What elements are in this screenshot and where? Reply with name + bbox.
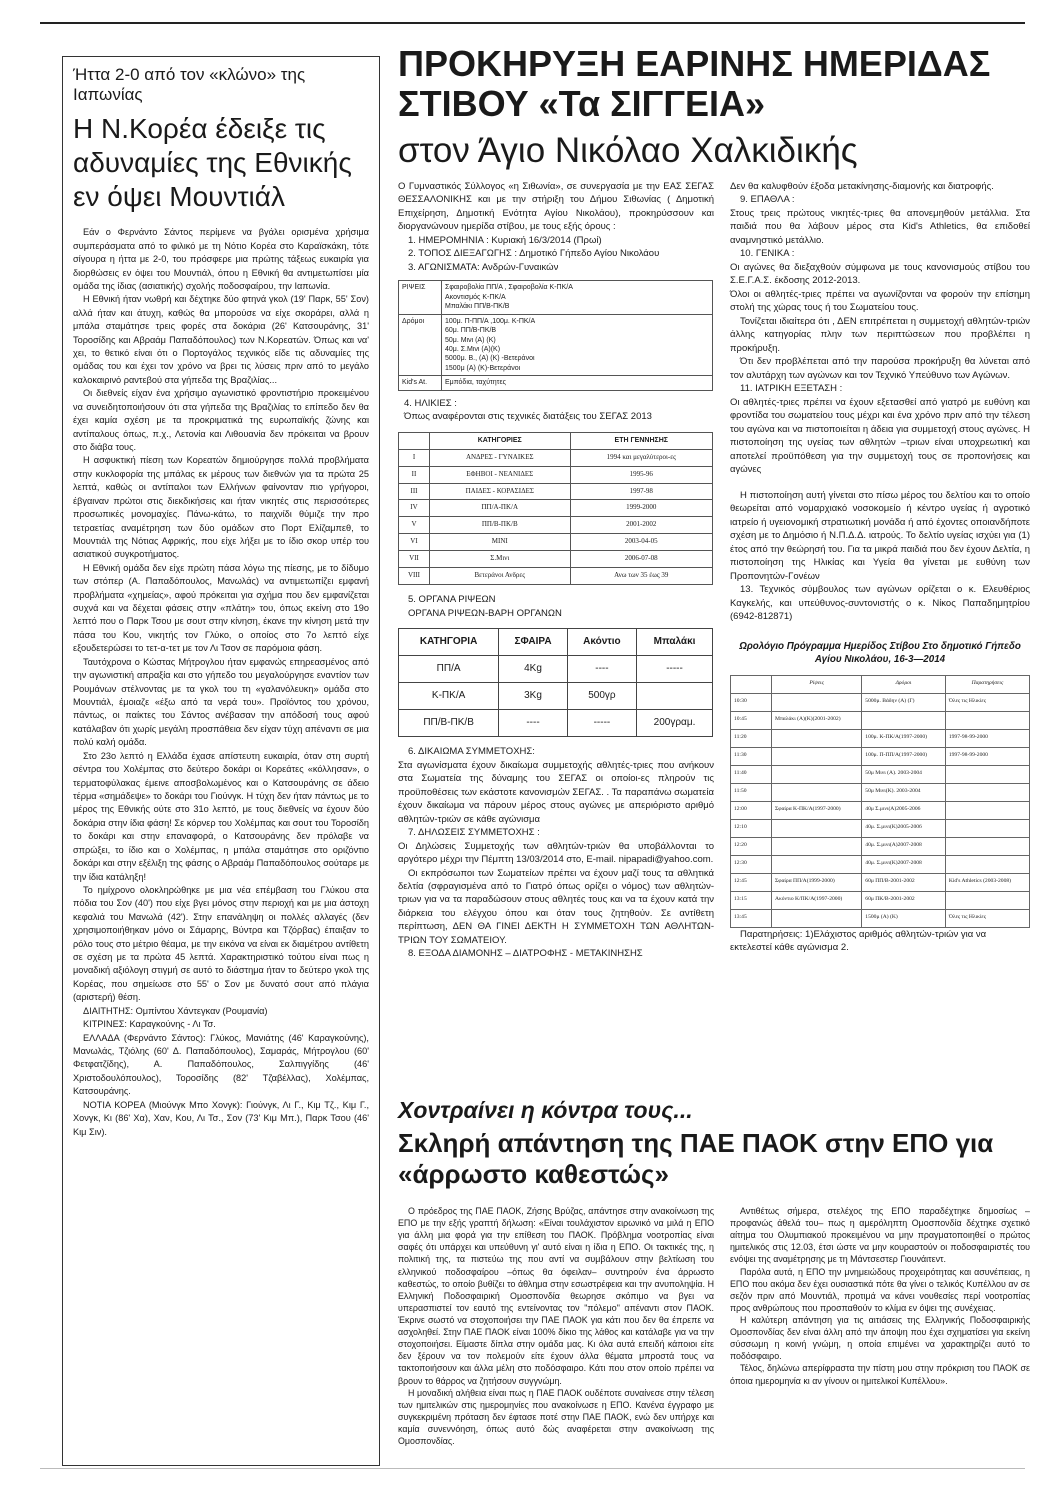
header-cell [399, 432, 430, 449]
bottom-article-col1 [398, 1205, 714, 1447]
expenses-text: Δεν θα καλυφθούν έξοδα μετακίνησης-διαμονής και διατροφής. [730, 181, 994, 192]
sched-time: 13:15 [731, 891, 772, 909]
left-paragraph: Το ημίχρονο ολοκληρώθηκε με μια νέα επέμβαση του Γλύκου στα πόδια του Σον (40') που είχε βγει μόνος στην περιοχή και με μια άστοχη κεφαλιά του Μανωλά (42'). Στην επανάληψη οι πολλές αλλαγές (δεν χρησιμοποιήθηκαν μόνο οι Σάμαρης, Βύντρα και Τζόρβας) έπαιξαν το ρόλο τους στο μέτριο θέαμα, με την εικόνα να είναι εκ διαμέτρου αντίθετη σε σχέση με τα πρώτα 45 λεπτά. Χαρακτηριστικό τούτου είναι πως η μοναδική αξιόλογη στιγμή σε αυτό το διάστημα ήταν το δεύτερο γκολ της Κορέας, που σημείωσε στο 55' ο Σον με δυνατό σουτ από πλάγια (αριστερή) θέση. [73, 884, 369, 1003]
left-paragraph: Ταυτόχρονα ο Κώστας Μήτρογλου ήταν εμφανώς επηρεασμένος από την αγωνιστική απραξία και στο γήπεδο του μεγαλούργησε εναντίον των Ρουμάνων στέλνοντας με τα γκολ του τη «γαλανόλευκη» ομάδα στο Μουντιάλ, έμοιαζε «έξω από τα νερά του». Προϊόντος του χρόνου, πάντως, οι παίκτες του Σάντος ανέβασαν την απόδοσή τους αφού κατάλαβαν ότι χωρίς μεγάλη προσπάθεια δεν είχαν τύχη απέναντι σε μια πολύ καλή ομάδα. [73, 656, 369, 748]
header-cell: Δρόμοι [862, 675, 946, 693]
item-general-text3: Τονίζεται ιδιαίτερα ότι , ΔΕΝ επιτρέπεται η συμμετοχή αθλητών-τριών άλλης κατηγορίας πλην των περιπτώσεων που προβλέπει η προκήρυξη. [730, 315, 1030, 354]
sched-cell: Όλες τις Ηλικίες [945, 693, 1029, 711]
sched-cell [772, 783, 862, 801]
item-medical-text: Οι αθλητές-τριες πρέπει να έχουν εξετασθεί από γιατρό με ευθύνη και φροντίδα του σωματείου τους μέχρι και ένα χρόνο πριν από την τέλεση του αγώνα και να πιστοποιείται η άδεια για συμμετοχή στους αγώνες. Η πιστοποίηση της υγείας των αθλητών –τριων είναι υποχρεωτική και αποτελεί προϋπόθεση για την συμμετοχή τους σε προπονήσεις και αγώνες [730, 396, 1030, 476]
sched-cell: 40μ Σ.μινι(Α)2005-2006 [862, 801, 946, 819]
table-row [399, 281, 713, 314]
main-headline [398, 44, 1038, 123]
referee-line: ΔΙΑΙΤΗΤΗΣ: Ομπίντου Χάντεγκαν (Ρουμανία) [83, 1005, 268, 1016]
sched-cell [772, 855, 862, 873]
birth-years: 1995-96 [570, 466, 712, 483]
age-category: ΠΠ/Α-ΠΚ/Α [430, 500, 571, 517]
main-headline-line3: στον Άγιο Νικόλαο Χαλκιδικής [398, 131, 858, 170]
left-paragraph: Στο 23ο λεπτό η Ελλάδα έχασε απίστευτη ευκαιρία, όταν στη συρτή σέντρα του Χολέμπας στο δεύτερο δοκάρι οι Κορεάτες «κόλλησαν», ο τερματοφύλακας έμεινε αποσβολωμένος και ο Κατσουράνης σε άδειο τέρμα «σημάδεψε» το δοκάρι του Γιούνγκ. Η τύχη δεν ήταν πάντως με το μέρος της Εθνικής ούτε στο 31ο λεπτό, με τους διεθνείς να έχουν δύο δοκάρια στην ίδια φάση! Σε κόρνερ του Χολέμπας και σουτ του Τοροσίδη το δοκάρι και στην επαναφορά, ο Κατσουράνης δεν πρόλαβε να σπρώξει, το ίδιο και ο Χολέμπας, η μπάλα σταμάτησε στο οριζόντιο δοκάρι και στην εξέλιξη της φάσης ο Αβραάμ Παπαδόπουλος σούταρε με την ίδια κατάληξη! [73, 750, 369, 882]
sched-cell: 60μ ΠΠ/Β-2001-2002 [862, 873, 946, 891]
sched-cell: Ακόντιο Κ/ΠΚ/Α(1997-2000) [772, 891, 862, 909]
sched-cell: 40μ. Σ.μινι(Α)2007-2008 [862, 837, 946, 855]
age-category: Σ.Μινι [430, 551, 571, 568]
table-header-row [399, 432, 713, 449]
header-cell: ΕΤΗ ΓΕΝΝΗΣΗΣ [570, 432, 712, 449]
left-paragraph: Οι διεθνείς είχαν ένα χρήσιμο αγωνιστικό φροντιστήριο προκειμένου να συνειδητοποιήσουν ότι στα γήπεδα της Βραζιλίας το επίπεδο δεν θα έχει καμία σχέση με τα προκριματικά της ευρωπαϊκής ζώνης και αντίπαλους όπως, π.χ., Λετονία και Λιθουανία δεν πρόκειται να βρουν στο διάβα τους. [73, 388, 369, 452]
age-category: Βετεράνοι Ανδρες [430, 568, 571, 585]
equip-cell: 4Kg [499, 656, 568, 683]
sched-cell: Όλες τις Ηλικίες [945, 909, 1029, 927]
sched-cell [772, 837, 862, 855]
greece-lineup: ΕΛΛΑΔΑ (Φερνάντο Σάντος): Γλύκος, Μανιάτης (46' Καραγκούνης), Μανωλάς, Τζιόλης (60' Δ. Παπαδόπουλος), Σαμαράς, Μήτρογλου (60' Φετφατζίδης), Α. Παπαδόπουλος, Σαλπιγγίδης (46' Χριστοδουλόπουλος), Τοροσίδης (82' Τζαβέλλας), Χολέμπας, Κατσουράνης. [73, 1032, 369, 1097]
row-number: VIII [399, 568, 430, 585]
equip-cell: ---- [567, 656, 636, 683]
equip-cell: ----- [567, 710, 636, 737]
table-row [399, 656, 713, 683]
table-row [731, 801, 1030, 819]
table-row [731, 747, 1030, 765]
event-line: Σφαιροβολία ΠΠ/Α , Σφαιροβολία Κ-ΠΚ/Α [445, 284, 573, 292]
events-table [398, 280, 713, 390]
header-cell: Ακόντιο [567, 629, 636, 656]
equip-cell: ----- [637, 656, 713, 683]
item-throws: 5. ΟΡΓΑΝΑ ΡΙΨΕΩΝ [408, 594, 496, 606]
item-venue: 2. ΤΟΠΟΣ ΔΙΕΞΑΓΩΓΗΣ : Δημοτικό Γήπεδο Αγίου Νικολάου [408, 248, 660, 260]
row-number: I [399, 449, 430, 466]
item-general-text4: Ότι δεν προβλέπεται από την παρούσα προκήρυξη θα λύνεται από τον αλυτάρχη των αγώνων και τον Τεχνικό Υπεύθυνο των Αγώνων. [730, 356, 1030, 381]
sched-cell [862, 711, 946, 729]
sched-cell: 100μ. Π-ΠΠ/Α(1997-2000) [862, 747, 946, 765]
table-row [731, 765, 1030, 783]
event-category: ΡΙΨΕΙΣ [399, 281, 442, 314]
sched-time: 10:30 [731, 693, 772, 711]
sched-cell [772, 747, 862, 765]
sched-time: 13:45 [731, 909, 772, 927]
sched-cell [772, 819, 862, 837]
intro-paragraph: Ο Γυμναστικός Σύλλογος «η Σιθωνία», σε συνεργασία με την ΕΑΣ ΣΕΓΑΣ ΘΕΣΣΑΛΟΝΙΚΗΣ και με την στήριξη του Δήμου Σιθωνίας ( Δημοτική Επιχείρηση, Δημοτική Ενότητα Αγίου Νικολάου), προκηρύσσουν και διοργανώνουν ημερίδα στίβου, με τους εξής όρους : [398, 181, 714, 233]
item-eligibility-text: Στα αγωνίσματα έχουν δικαίωμα συμμετοχής αθλητές-τριες που ανήκουν στα Σωματεία της δύναμης του ΣΕΓΑΣ οι οποίοι-ες πληρούν τις προϋποθέσεις των εκάστοτε κανονισμών ΣΕΓΑΣ. . Τα παραπάνω σωματεία έχουν δικαίωμα να πάρουν μέρος στους αγώνες με απεριόριστο αριθμό αθλητών-τριών σε κάθε αγώνισμα [398, 759, 714, 825]
item-general-text2: Όλοι οι αθλητές-τριες πρέπει να αγωνίζονται να φορούν την επίσημη στολή της χώρας τους ή του Σωματείου τους. [730, 288, 1030, 314]
left-paragraph: Εάν ο Φερνάντο Σάντος περίμενε να βγάλει ορισμένα χρήσιμα συμπεράσματα από το φιλικό με τη Νότιο Κορέα στο Καραϊσκάκη, τότε σίγουρα η ήττα με 2-0, του πρόσφερε μια πρώτης τάξεως ευκαιρία για διορθώσεις εν όψει του Μουντιάλ, όπου η Εθνική θα αντιμετωπίσει μία ομάδα της ίδιας (ασιατικής) σχολής ποδοσφαίρου, την Ιαπωνία. [73, 227, 369, 291]
header-cell: Παρατηρήσεις [945, 675, 1029, 693]
sched-cell: 50μ Μινι(Κ). 2003-2004 [862, 783, 946, 801]
sched-cell: Kid's Athletics (2003-2008) [945, 873, 1029, 891]
table-row [399, 483, 713, 500]
sched-cell: 1500μ (Α) (Κ) [862, 909, 946, 927]
main-headline-line2: ΣΤΙΒΟΥ «Τα ΣΙΓΓΕΙΑ» [398, 82, 765, 124]
left-paragraph: Η ασφυκτική πίεση των Κορεατών δημιούργησε πολλά προβλήματα στην κυκλοφορία της μπάλας εκ μέρους των διεθνών για τα πρώτα 25 λεπτά, καθώς οι αντίπαλοι των Ελλήνων φαίνονταν πιο γρήγοροι, έβγαιναν πρώτοι στις διεκδικήσεις και ήταν νικητές στις περισσότερες προσωπικές μονομαχίες. Πάνω-κάτω, το παιχνίδι θύμιζε την προ τετραετίας αναμέτρηση των δύο ομάδων στο Πορτ Ελίζαμπεθ, το Μουντιάλ της Νότιας Αφρικής, που είχε λήξει με το ίδιο σκορ υπέρ του ασιατικού συγκροτήματος. [73, 455, 369, 560]
row-number: VII [399, 551, 430, 568]
birth-years: 2003-04-05 [570, 534, 712, 551]
top-rule [40, 22, 1025, 24]
table-row [399, 449, 713, 466]
sched-time: 12:20 [731, 837, 772, 855]
sched-time: 12:45 [731, 873, 772, 891]
yellow-cards-line: ΚΙΤΡΙΝΕΣ: Καραγκούνης - Λι Τσ. [83, 1019, 216, 1030]
row-number: IV [399, 500, 430, 517]
event-category: Δρόμοι [399, 314, 442, 376]
schedule-table [730, 675, 1030, 928]
equip-cell: 200γραμ. [637, 710, 713, 737]
left-article-title: Η Ν.Κορέα έδειξε τις αδυναμίες της Εθνικής εν όψει Μουντιάλ [73, 112, 352, 213]
main-article-col2 [730, 180, 1030, 955]
item-expenses: 8. ΕΞΟΔΑ ΔΙΑΜΟΝΗΣ – ΔΙΑΤΡΟΦΗΣ - ΜΕΤΑΚΙΝΗΣΗΣ [408, 948, 643, 960]
age-category: ΑΝΔΡΕΣ - ΓΥΝΑΙΚΕΣ [430, 449, 571, 466]
sched-cell: 50μ Μινι (Α). 2003-2004 [862, 765, 946, 783]
table-row [399, 710, 713, 737]
main-headline-line1: ΠΡΟΚΗΡΥΞΗ ΕΑΡΙΝΗΣ ΗΜΕΡΙΔΑΣ [398, 43, 991, 84]
bottom-paragraph: Παρόλα αυτά, η ΕΠΟ την μνημειώδους προχειρότητας και ασυνέπειας, η ΕΠΟ που ακόμα δεν έχει ουσιαστικά πότε θα γίνει ο τελικός Κυπέλλου αν σε σεζόν πριν από Μουντιάλ, προτιμά να κάνει νουθεσίες περί νοοτροπίας προς ανθρώπους που προσπαθούν το κλίμα εν όψει της συνέχειας. [730, 1266, 1030, 1313]
sched-time: 12:00 [731, 801, 772, 819]
schedule-title: Ωρολόγιο Πρόγραμμα Ημερίδος Στίβου Στο δημοτικό Γήπεδο Αγίου Νικολάου, 16-3—2014 [739, 640, 1021, 666]
sched-cell: 60μ ΠΚ/Β-2001-2002 [862, 891, 946, 909]
event-line: Ακοντισμός Κ-ΠΚ/Α [445, 293, 506, 301]
sched-cell: Μπαλάκι (Α)(Κ)(2001-2002) [772, 711, 862, 729]
table-row [731, 873, 1030, 891]
table-row [399, 517, 713, 534]
table-row [399, 314, 713, 376]
bottom-article-kicker: Χοντραίνει η κόντρα τους... [398, 1097, 693, 1123]
table-row [399, 534, 713, 551]
sched-time: 11:20 [731, 729, 772, 747]
equip-cell: ΠΠ/Α [399, 656, 499, 683]
table-row [399, 683, 713, 710]
table-row [399, 551, 713, 568]
table-row [731, 837, 1030, 855]
table-row [399, 376, 713, 390]
event-desc [442, 281, 713, 314]
age-category: ΠΠ/Β-ΠΚ/Β [430, 517, 571, 534]
item-entries-text2: Οι εκπρόσωποι των Σωματείων πρέπει να έχουν μαζί τους τα αθλητικά δελτία (σφραγισμένα από το Γιατρό όπως ορίζει ο νόμος) των αθλητών-τριων για να τα παραδώσουν στους αθλητές τους και να τα έχουν κατά την διάρκεια του ελέγχου όπου και όταν τους ζητηθούν. Σε αντίθετη περίπτωση, ΔΕΝ ΘΑ ΓΙΝΕΙ ΔΕΚΤΗ Η ΣΥΜΜΕΤΟΧΗ ΤΩΝ ΑΘΛΗΤΩΝ-ΤΡΙΩΝ ΤΟΥ ΣΩΜΑΤΕΙΟΥ. [398, 867, 714, 946]
header-cell [731, 675, 772, 693]
item-entries: 7. ΔΗΛΩΣΕΙΣ ΣΥΜΜΕΤΟΧΗΣ : [408, 827, 540, 839]
equip-cell: Κ-ΠΚ/Α [399, 683, 499, 710]
event-line: 5000μ. Β., (Α) (Κ) -Βετεράνοι [445, 355, 535, 363]
header-cell: Ρίψεις [772, 675, 862, 693]
sched-time: 11:40 [731, 765, 772, 783]
left-article-kicker: Ήττα 2-0 από τον «κλώνο» της Ιαπωνίας [73, 65, 306, 105]
item-events: 3. ΑΓΩΝΙΣΜΑΤΑ: Ανδρών-Γυναικών [408, 261, 559, 273]
event-line: Εμπόδια, ταχύτητες [445, 379, 506, 387]
table-row [399, 500, 713, 517]
equip-cell [637, 683, 713, 710]
birth-years: 1997-98 [570, 483, 712, 500]
sched-time: 11:30 [731, 747, 772, 765]
sched-cell: 1997-98-99-2000 [945, 729, 1029, 747]
table-row [731, 909, 1030, 927]
item-prizes-text: Στους τρεις πρώτους νικητές-τριες θα απονεμηθούν μετάλλια. Στα παιδιά που θα λάβουν μέρος στα Kid's Athletics, θα επιδοθεί αναμνηστικό μετάλλιο. [730, 207, 1030, 246]
table-header-row [731, 675, 1030, 693]
table-header-row [399, 629, 713, 656]
item-general: 10. ΓΕΝΙΚΑ : [740, 248, 795, 260]
sched-cell [772, 729, 862, 747]
sched-cell [772, 765, 862, 783]
sched-time: 12:10 [731, 819, 772, 837]
item-entries-text: Οι Δηλώσεις Συμμετοχής των αθλητών-τριών θα υποβάλλονται το αργότερο μέχρι την Πέμπτη 13/03/2014 στο, E-mail. nipapadi@yahoo.com. [398, 840, 714, 866]
equip-cell: 3Kg [499, 683, 568, 710]
sched-cell [945, 801, 1029, 819]
table-row [731, 891, 1030, 909]
bottom-article-col2 [730, 1205, 1030, 1387]
event-line: 40μ. Σ.Μινι (Α)(Κ) [445, 346, 501, 354]
table-row [731, 711, 1030, 729]
item-medical: 11. ΙΑΤΡΙΚΗ ΕΞΕΤΑΣΗ : [740, 383, 843, 395]
schedule-note: Παρατηρήσεις: 1)Ελάχιστος αριθμός αθλητών-τριών για να εκτελεστεί κάθε αγώνισμα 2. [730, 928, 987, 954]
item-date: 1. ΗΜΕΡΟΜΗΝΙΑ : Κυριακή 16/3/2014 (Πρωί) [408, 234, 602, 246]
table-row [731, 693, 1030, 711]
bottom-paragraph: Αντιθέτως σήμερα, στελέχος της ΕΠΟ παραδέχτηκε δημοσίως – προφανώς άθελά του– πως η αμερόληπτη Ομοσπονδία δέχτηκε σχετικό αίτημα του Ολυμπιακού προκειμένου να μην πραγματοποιηθεί ο πρώτος ημιτελικός στις 12.03, έτσι ώστε να μην κουραστούν οι ποδοσφαιριστές του ενόψει της αναμέτρησης με τη Μάντσεστερ Γιουνάιτεντ. [730, 1206, 1030, 1265]
sched-cell: 40μ. Σ.μινι(Κ)2007-2008 [862, 855, 946, 873]
equip-cell: 500γρ [567, 683, 636, 710]
item-technical: 13. Τεχνικός σύμβουλος των αγώνων ορίζεται ο κ. Ελευθέριος Καγκελής, και υπεύθυνος-συντονιστής ο κ. Νίκος Παπαδημητρίου (6942-812871) [730, 584, 1030, 623]
sched-cell: Σφαίρα Κ-ΠΚ/Α(1997-2000) [772, 801, 862, 819]
sched-cell: 5000μ. Βάδην (Α) (Γ) [862, 693, 946, 711]
item-throws-sub: ΟΡΓΑΝΑ ΡΙΨΕΩΝ-ΒΑΡΗ ΟΡΓΑΝΩΝ [408, 607, 562, 619]
bottom-paragraph: Η καλύτερη απάντηση για τις αιτιάσεις της Ελληνικής Ποδοσφαιρικής Ομοσπονδίας δεν είναι άλλη από την άποψη που έχει σχηματίσει για εκείνη σύσσωμη η κοινή γνώμη, η οποία επιμένει να χαρακτηρίζει αυτό το ποδόσφαιρο. [730, 1314, 1030, 1362]
equip-cell: ΠΠ/Β-ΠΚ/Β [399, 710, 499, 737]
sched-cell: 100μ. Κ-ΠΚ/Α(1997-2000) [862, 729, 946, 747]
header-cell: Μπαλάκι [637, 629, 713, 656]
main-article-col1 [398, 180, 714, 961]
equipment-table [398, 628, 713, 737]
table-row [731, 783, 1030, 801]
item-prizes: 9. ΕΠΑΘΛΑ : [740, 194, 795, 206]
age-category: ΕΦΗΒΟΙ - ΝΕΑΝΙΔΕΣ [430, 466, 571, 483]
sched-time: 11:50 [731, 783, 772, 801]
sched-cell: 40μ. Σ.μινι(Κ)2005-2006 [862, 819, 946, 837]
event-line: 100μ. Π-ΠΠ/Α ,100μ. Κ-ΠΚ/Α [445, 317, 536, 325]
bottom-paragraph: Τέλος, δηλώνω απερίφραστα την πίστη μου στην πρόκριση του ΠΑΟΚ σε όποια ημερομηνία κι αν γίνουν οι ημιτελικοί Κυπέλλου». [730, 1363, 1030, 1386]
table-row [399, 466, 713, 483]
bottom-paragraph: Η μοναδική αλήθεια είναι πως η ΠΑΕ ΠΑΟΚ ουδέποτε συναίνεσε στην τέλεση των ημιτελικών στις ημερομηνίες που ανακοίνωσε η ΕΠΟ. Κανένα έγγραφο με συγκεκριμένη πρόταση δεν έφτασε ποτέ στην ΠΑΕ ΠΑΟΚ, ενώ δεν υπήρχε και καμία συνεννόηση, όπως αυτό δώς αναφέρεται στην ανακοίνωση της Ομοσπονδίας. [398, 1387, 714, 1447]
sched-cell [945, 819, 1029, 837]
equip-cell: ---- [499, 710, 568, 737]
event-line: 50μ. Μινι (Α) (Κ) [445, 336, 496, 344]
birth-years: Ανω των 35 έως 39 [570, 568, 712, 585]
sched-cell [945, 891, 1029, 909]
event-desc [442, 376, 713, 390]
table-row [731, 729, 1030, 747]
left-article-box [62, 56, 380, 1466]
item-eligibility: 6. ΔΙΚΑΙΩΜΑ ΣΥΜΜΕΤΟΧΗΣ: [408, 746, 535, 758]
header-cell: ΣΦΑΙΡΑ [499, 629, 568, 656]
ages-table [398, 432, 713, 585]
event-desc [442, 314, 713, 376]
bottom-paragraph: Ο πρόεδρος της ΠΑΕ ΠΑΟΚ, Ζήσης Βρύζας, απάντησε στην ανακοίνωση της ΕΠΟ με την εξής γραπτή δήλωση: «Είναι τουλάχιστον ειρωνικό να μιλά η ΕΠΟ για άλλη μια φορά για την επίθεση του ΠΑΟΚ. Πρόβλημα νοοτροπίας είναι σαφές ότι υπάρχει και υπεύθυνη γι' αυτό είναι η ίδια η ΕΠΟ. Οι τακτικές της, η πολιτική της, τα πιστεύω της που αντί να συμβάλουν στην βελτίωση του ελληνικού ποδοσφαίρου –όπως θα όφειλαν– συντηρούν ένα άρρωστο καθεστώς, το οποίο βυθίζει το άθλημα στην εσωστρέφεια και την ανυποληψία. Η Ελληνική Ποδοσφαιρική Ομοσπονδία θεωρησε σκόπιμο να βγει να υπερασπιστεί τον εαυτό της εντείνοντας τον "πόλεμο" απέναντι στον ΠΑΟΚ. Έκρινε σωστό να στοχοποιήσει την ΠΑΕ ΠΑΟΚ για κάτι που δεν θα έπρεπε να ασχοληθεί. Στην ΠΑΕ ΠΑΟΚ είναι 100% δίκιο της λάθος και κατάλαβε για να την στοχοποιήσει. Είμαστε δίπλα στην ομάδα μας. Κι όλα αυτά επειδή κάποιοι είτε δεν ξέρουν να τον πολεμούν είτε έχουν άλλα θέματα μπροστά τους να τακτοποιήσουν και άλλα μέλη στο ποδόσφαιρο. Κάτι που στον οποίο πρέπει να βρουν το θάρρος να ζητήσουν συγγνώμη. [398, 1206, 714, 1386]
header-cell: ΚΑΤΗΓΟΡΙΑ [399, 629, 499, 656]
birth-years: 1994 και μεγαλύτεροι-ες [570, 449, 712, 466]
birth-years: 1999-2000 [570, 500, 712, 517]
row-number: V [399, 517, 430, 534]
sched-cell [945, 837, 1029, 855]
item-medical-text2: Η πιστοποίηση αυτή γίνεται στο πίσω μέρος του δελτίου και το οποίο θεωρείται από νομαρχιακό νοσοκομείο ή κέντρο υγείας ή αγροτικό ιατρείο ή υγειονομική στρατιωτική μονάδα ή από έχοντες οποιανδήποτε σχέση με το Δημόσιο ή Ν.Π.Δ.Δ. ιατρούς. Το δελτίο υγείας ισχύει για (1) έτος από την θεώρησή του. Για τα μικρά παιδιά που δεν έχουν Δελτία, η πιστοποίηση της Ηλικίας και Υγεία θα γίνεται με ευθύνη των Προπονητών-Γονέων [730, 489, 1030, 582]
sched-cell [772, 693, 862, 711]
sched-time: 10:45 [731, 711, 772, 729]
sched-cell [945, 783, 1029, 801]
item-general-text: Οι αγώνες θα διεξαχθούν σύμφωνα με τους κανονισμούς στίβου του Σ.Ε.Γ.Α.Σ. έκδοσης 2012-2013. [730, 261, 1030, 287]
left-paragraph: Η Εθνική ήταν νωθρή και δέχτηκε δύο φτηνά γκολ (19' Παρκ, 55' Σον) αλλά ήταν και άτυχη, καθώς θα μπορούσε να είχε σκοράρει, αλλά η μπάλα σταμάτησε τρεις φορές στα δοκάρια (26' Κατσουράνης, 31' Τοροσίδης και Αβραάμ Παπαδόπουλος) των Ν.Κορεατών. Όπως και να' χει, το θετικό είναι ότι ο Πορτογάλος τεχνικός είδε τις αδυναμίες της ομάδας του και έχει τον χρόνο να βρει τις λύσεις πριν από το μεγάλο καλοκαιρινό ραντεβού στα γήπεδα της Βραζιλίας... [73, 294, 369, 385]
item-ages-text: Όπως αναφέρονται στις τεχνικές διατάξεις του ΣΕΓΑΣ 2013 [404, 411, 652, 423]
event-category: Kid's At. [399, 376, 442, 390]
row-number: VI [399, 534, 430, 551]
item-ages: 4. ΗΛΙΚΙΕΣ : [404, 397, 457, 409]
table-row [399, 568, 713, 585]
row-number: III [399, 483, 430, 500]
sched-cell [945, 855, 1029, 873]
bottom-article-title: Σκληρή απάντηση της ΠΑΕ ΠΑΟΚ στην ΕΠΟ για «άρρωστο καθεστώς» [398, 1128, 994, 1190]
bottom-rule [40, 1468, 1025, 1469]
birth-years: 2006-07-08 [570, 551, 712, 568]
table-row [731, 819, 1030, 837]
age-category: ΠΑΙΔΕΣ - ΚΟΡΑΣΙΔΕΣ [430, 483, 571, 500]
birth-years: 2001-2002 [570, 517, 712, 534]
event-line: 60μ. ΠΠ/Β-ΠΚ/Β [445, 327, 497, 335]
left-article-body [73, 226, 369, 1139]
korea-lineup: ΝΟΤΙΑ ΚΟΡΕΑ (Μιούνγκ Μπο Χονγκ): Γιούνγκ, Λι Γ., Κιμ Τζ., Κιμ Γ., Χονγκ, Κι (86' Χα), Χαν, Κου, Λι Τσ., Σον (73' Κιμ Μπ.), Παρκ Τσου (46' Κιμ Σιν). [73, 1099, 369, 1137]
table-row [731, 855, 1030, 873]
left-paragraph: Η Εθνική ομάδα δεν είχε πρώτη πάσα λόγω της πίεσης, με το δίδυμο των στόπερ (Α. Παπαδόπουλος, Μανωλάς) να αντιμετωπίζει εμφανή προβλήματα «χημείας», αφού πρόκειται για σχήμα που δεν εμφανίζεται συχνά και να δέχεται φάσεις στην «πλάτη» του, όπως εκείνη στο 19ο λεπτό που ο Παρκ Τσου με σουτ στην κίνηση, έκανε την κίνηση μετά την πάσα του Κου, νικητής τον Γλύκο, ο οποίος στο 7ο λεπτό είχε εξουδετερώσει το τετ-α-τετ με τον Λι Τσον σε παρόμοια φάση. [73, 562, 369, 654]
event-line: 1500μ (Α) (Κ)-Βετεράνοι [445, 364, 521, 372]
sched-cell: Σφαίρα ΠΠ/Α(1999-2000) [772, 873, 862, 891]
sched-cell [945, 765, 1029, 783]
sched-time: 12:30 [731, 855, 772, 873]
row-number: II [399, 466, 430, 483]
sched-cell [945, 711, 1029, 729]
sched-cell: 1997-98-99-2000 [945, 747, 1029, 765]
sched-cell [772, 909, 862, 927]
age-category: ΜΙΝΙ [430, 534, 571, 551]
header-cell: ΚΑΤΗΓΟΡΙΕΣ [430, 432, 571, 449]
event-line: Μπαλάκι ΠΠ/Β-ΠΚ/Β [445, 303, 510, 311]
